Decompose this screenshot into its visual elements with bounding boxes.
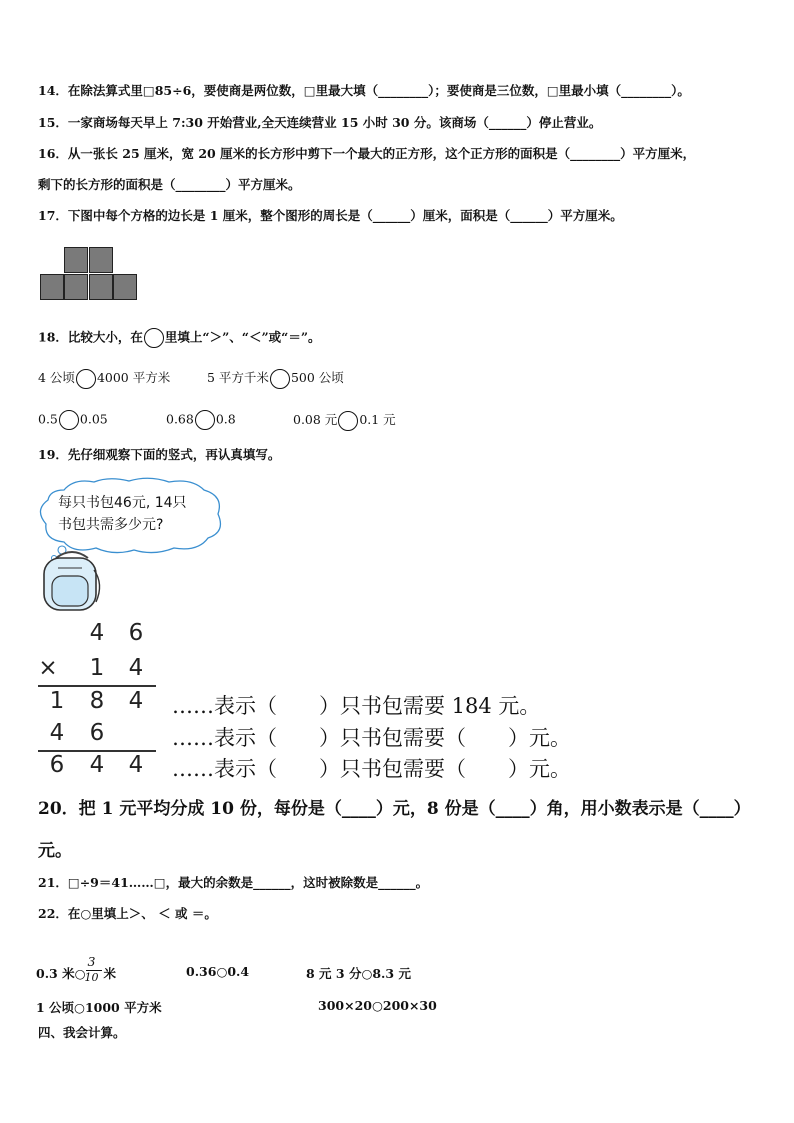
question-18 bbox=[38, 328, 321, 348]
compare-circle[interactable] bbox=[338, 411, 358, 431]
partial2-digit: 4 bbox=[49, 720, 65, 746]
bubble-line2: 书包共需多少元? bbox=[58, 517, 164, 533]
partial1-digit: 4 bbox=[128, 688, 144, 714]
q22-item2: 0.36○0.4 bbox=[186, 964, 250, 979]
multiplier-digit: 1 bbox=[89, 655, 105, 681]
partial1-digit: 8 bbox=[89, 688, 105, 714]
grid-cell bbox=[64, 247, 88, 273]
question-20-line1: 20．把 1 元平均分成 10 份，每份是（____）元，8 份是（____）角，用小数表示是（____） bbox=[38, 799, 751, 819]
product-line bbox=[38, 685, 156, 687]
q18-right: 0.1 元 bbox=[359, 412, 396, 427]
grid-figure bbox=[40, 247, 140, 301]
question-22-title: 22．在○里填上＞、 ＜ 或 ＝。 bbox=[38, 906, 217, 921]
q19-note1: ……表示（ ）只书包需要 184 元。 bbox=[172, 694, 541, 718]
multiplicand-digit: 6 bbox=[128, 620, 144, 646]
question-21: 21．□÷9＝41……□，最大的余数是______，这时被除数是______。 bbox=[38, 875, 429, 890]
multiplicand-digit: 4 bbox=[89, 620, 105, 646]
question-14: 14．在除法算式里□85÷6，要使商是两位数，□里最大填（________）；要使商是三位数，□里最小填（________）。 bbox=[38, 83, 690, 98]
q18-left: 5 平方千米 bbox=[207, 370, 269, 385]
compare-circle[interactable] bbox=[195, 410, 215, 430]
partial1-digit: 1 bbox=[49, 688, 65, 714]
q18-prefix: 18．比较大小，在 bbox=[38, 329, 143, 345]
grid-cell bbox=[64, 274, 88, 300]
grid-cell bbox=[89, 247, 113, 273]
compare-circle[interactable] bbox=[270, 369, 290, 389]
grid-cell bbox=[113, 274, 137, 300]
result-digit: 4 bbox=[89, 752, 105, 778]
q22-item4: 1 公顷○1000 平方米 bbox=[36, 1000, 162, 1015]
times-sign: × bbox=[38, 655, 58, 681]
compare-circle[interactable] bbox=[76, 369, 96, 389]
question-16-line2: 剩下的长方形的面积是（________）平方厘米。 bbox=[38, 177, 301, 192]
bubble-line1: 每只书包46元, 14只 bbox=[58, 495, 187, 511]
q18-left: 0.08 元 bbox=[293, 412, 338, 427]
q18-suffix: 里填上“＞”、“＜”或“＝”。 bbox=[164, 329, 321, 345]
q18-left: 0.68 bbox=[166, 411, 194, 427]
q18-right: 0.05 bbox=[79, 411, 108, 427]
question-15: 15．一家商场每天早上 7:30 开始营业,全天连续营业 15 小时 30 分。该商场（______）停止营业。 bbox=[38, 115, 602, 130]
result-digit: 4 bbox=[128, 752, 144, 778]
q22-item3: 8 元 3 分○8.3 元 bbox=[306, 966, 411, 981]
result-digit: 6 bbox=[49, 752, 65, 778]
fraction-denominator: 10 bbox=[84, 971, 99, 984]
q18-row1-item1 bbox=[38, 368, 170, 389]
backpack-icon bbox=[38, 548, 106, 614]
question-20-line2: 元。 bbox=[38, 841, 72, 861]
q18-right: 0.8 bbox=[215, 411, 236, 427]
q22-item1-left: 0.3 米○ bbox=[36, 966, 86, 981]
q18-row2-item2 bbox=[166, 410, 236, 430]
q22-item5: 300×20○200×30 bbox=[318, 998, 437, 1013]
grid-cell bbox=[40, 274, 64, 300]
q22-item1-right: 米 bbox=[103, 966, 117, 981]
section-4-heading: 四、我会计算。 bbox=[38, 1025, 126, 1040]
compare-circle[interactable] bbox=[59, 410, 79, 430]
question-19-title: 19．先仔细观察下面的竖式，再认真填写。 bbox=[38, 447, 281, 462]
fraction-numerator: 3 bbox=[87, 954, 96, 969]
partial2-digit: 6 bbox=[89, 720, 105, 746]
multiplier-digit: 4 bbox=[128, 655, 144, 681]
question-16-line1: 16．从一张长 25 厘米，宽 20 厘米的长方形中剪下一个最大的正方形，这个正方形的面积是（________）平方厘米， bbox=[38, 146, 696, 161]
q22-item1 bbox=[36, 954, 117, 984]
q18-right: 4000 平方米 bbox=[96, 370, 171, 385]
q18-row1-item2 bbox=[207, 368, 344, 389]
grid-cell bbox=[89, 274, 113, 300]
q18-row2-item3 bbox=[293, 410, 396, 431]
q18-left: 0.5 bbox=[38, 411, 58, 427]
q19-note2: ……表示（ ）只书包需要（ ）元。 bbox=[172, 726, 571, 750]
question-17: 17．下图中每个方格的边长是 1 厘米，整个图形的周长是（______）厘米，面积是（______）平方厘米。 bbox=[38, 208, 623, 223]
q18-left: 4 公顷 bbox=[38, 370, 75, 385]
q19-note3: ……表示（ ）只书包需要（ ）元。 bbox=[172, 757, 571, 781]
q18-right: 500 公顷 bbox=[290, 370, 344, 385]
compare-circle[interactable] bbox=[144, 328, 164, 348]
q18-row2-item1 bbox=[38, 410, 108, 430]
